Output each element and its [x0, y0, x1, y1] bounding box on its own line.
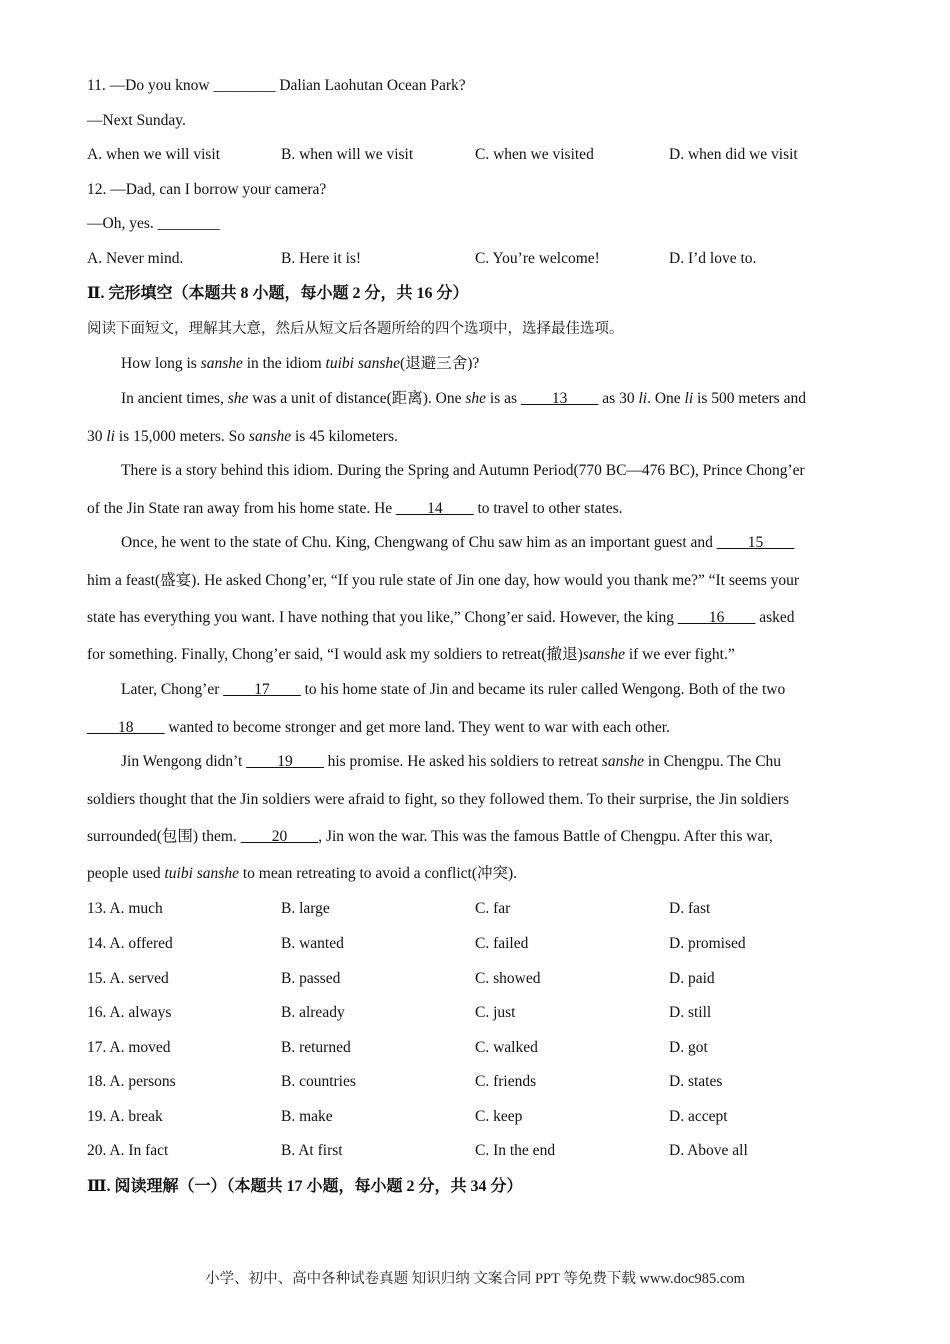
choice-15-d: D. paid: [669, 970, 715, 987]
q11-option-b: B. when will we visit: [281, 146, 414, 163]
blank-18: ____18____: [87, 719, 165, 736]
passage-p6-line1: Jin Wengong didn’t ____19____ his promise. He asked his soldiers to retreat sanshe in Chengpu. The Chu: [121, 753, 782, 770]
q12-blank: ________: [157, 215, 220, 232]
passage-p5-line2: ____18____ wanted to become stronger and get more land. They went to war with each other.: [87, 719, 670, 736]
choice-18-a: 18. A. persons: [87, 1073, 176, 1090]
q12-option-c: C. You’re welcome!: [475, 250, 600, 267]
choice-20-a: 20. A. In fact: [87, 1142, 169, 1159]
q12-reply-text: —Oh, yes.: [87, 215, 158, 232]
q11-blank: ________: [213, 77, 276, 94]
blank-20: ____20____: [240, 828, 319, 845]
choice-17-c: C. walked: [475, 1039, 538, 1056]
q12-reply: [87, 214, 220, 234]
passage-p6-line3: surrounded(包围) them. ____20____, Jin won the war. This was the famous Battle of Chengpu. After this war,: [87, 828, 773, 845]
choice-15-b: B. passed: [281, 970, 341, 987]
choice-16-c: C. just: [475, 1004, 516, 1021]
choice-15-a: 15. A. served: [87, 970, 169, 987]
blank-19: ____19____: [246, 753, 324, 770]
q11-stem: [87, 76, 466, 96]
page-footer: 小学、初中、高中各种试卷真题 知识归纳 文案合同 PPT 等免费下载 www.doc985.com: [205, 1271, 745, 1287]
blank-13: ____13____: [520, 390, 599, 407]
choice-18-c: C. friends: [475, 1073, 537, 1090]
choice-20-d: D. Above all: [669, 1142, 748, 1159]
choice-17-d: D. got: [669, 1039, 708, 1056]
passage-p2-line1: In ancient times, she was a unit of distance(距离). One she is as ____13____ as 30 li. One li is 500 meters and: [121, 390, 806, 407]
passage-p5-line1: Later, Chong’er ____17____ to his home state of Jin and became its ruler called Wengong. Both of the two: [121, 681, 786, 698]
passage-p4-line2: him a feast(盛宴). He asked Chong’er, “If you rule state of Jin one day, how would you thank me?” “It seems your: [87, 572, 800, 589]
passage-p3-line2: of the Jin State ran away from his home state. He ____14____ to travel to other states.: [87, 500, 623, 517]
choice-15-c: C. showed: [475, 970, 541, 987]
passage-p2-line2: 30 li is 15,000 meters. So sanshe is 45 kilometers.: [87, 428, 398, 445]
q11-option-d: D. when did we visit: [669, 146, 798, 163]
choice-17-a: 17. A. moved: [87, 1039, 171, 1056]
section2-instruction: 阅读下面短文，理解其大意，然后从短文后各题所给的四个选项中，选择最佳选项。: [87, 321, 624, 337]
q12-option-d: D. I’d love to.: [669, 250, 757, 267]
choice-19-c: C. keep: [475, 1108, 523, 1125]
q12-option-b: B. Here it is!: [281, 250, 362, 267]
passage-p3-line1: There is a story behind this idiom. During the Spring and Autumn Period(770 BC—476 BC), Prince Chong’er: [121, 462, 805, 479]
q11-stem-text: 11. —Do you know: [87, 77, 214, 94]
blank-15: ____15____: [716, 534, 795, 551]
q11-option-c: C. when we visited: [475, 146, 594, 163]
q11-option-a: A. when we will visit: [87, 146, 221, 163]
choice-14-c: C. failed: [475, 935, 529, 952]
choice-18-d: D. states: [669, 1073, 723, 1090]
q11-reply: —Next Sunday.: [87, 112, 186, 129]
q11-stem-text-end: Dalian Laohutan Ocean Park?: [275, 77, 466, 94]
choice-19-a: 19. A. break: [87, 1108, 163, 1125]
blank-17: ____17____: [223, 681, 301, 698]
blank-16: ____16____: [677, 609, 756, 626]
choice-13-d: D. fast: [669, 900, 711, 917]
choice-14-b: B. wanted: [281, 935, 344, 952]
choice-14-d: D. promised: [669, 935, 746, 952]
passage-p6-line2: soldiers thought that the Jin soldiers were afraid to fight, so they followed them. To their surprise, the Jin soldiers: [87, 791, 790, 808]
passage-p1: How long is sanshe in the idiom tuibi sanshe(退避三舍)?: [121, 355, 480, 372]
choice-20-c: C. In the end: [475, 1142, 556, 1159]
passage-p4-line1: Once, he went to the state of Chu. King, Chengwang of Chu saw him as an important guest and ____15____: [121, 534, 795, 551]
choice-13-c: C. far: [475, 900, 511, 917]
choice-14-a: 14. A. offered: [87, 935, 173, 952]
choice-13-b: B. large: [281, 900, 330, 917]
blank-14: ____14____: [396, 500, 474, 517]
choice-16-a: 16. A. always: [87, 1004, 172, 1021]
choice-16-b: B. already: [281, 1004, 345, 1021]
choice-13-a: 13. A. much: [87, 900, 163, 917]
section2-heading: Ⅱ. 完形填空（本题共 8 小题，每小题 2 分，共 16 分）: [87, 285, 469, 302]
q12-option-a: A. Never mind.: [87, 250, 184, 267]
choice-18-b: B. countries: [281, 1073, 356, 1090]
choice-19-b: B. make: [281, 1108, 333, 1125]
choice-19-d: D. accept: [669, 1108, 728, 1125]
choice-17-b: B. returned: [281, 1039, 351, 1056]
section3-heading: Ⅲ. 阅读理解（一）（本题共 17 小题，每小题 2 分，共 34 分）: [87, 1178, 523, 1195]
q12-stem: 12. —Dad, can I borrow your camera?: [87, 181, 327, 198]
choice-20-b: B. At first: [281, 1142, 343, 1159]
passage-p6-line4: people used tuibi sanshe to mean retreating to avoid a conflict(冲突).: [87, 865, 518, 882]
choice-16-d: D. still: [669, 1004, 712, 1021]
passage-p4-line4: for something. Finally, Chong’er said, “I would ask my soldiers to retreat(撤退)sanshe if we ever fight.”: [87, 646, 735, 663]
passage-p4-line3: state has everything you want. I have nothing that you like,” Chong’er said. However, the king ____16____ asked: [87, 609, 795, 626]
